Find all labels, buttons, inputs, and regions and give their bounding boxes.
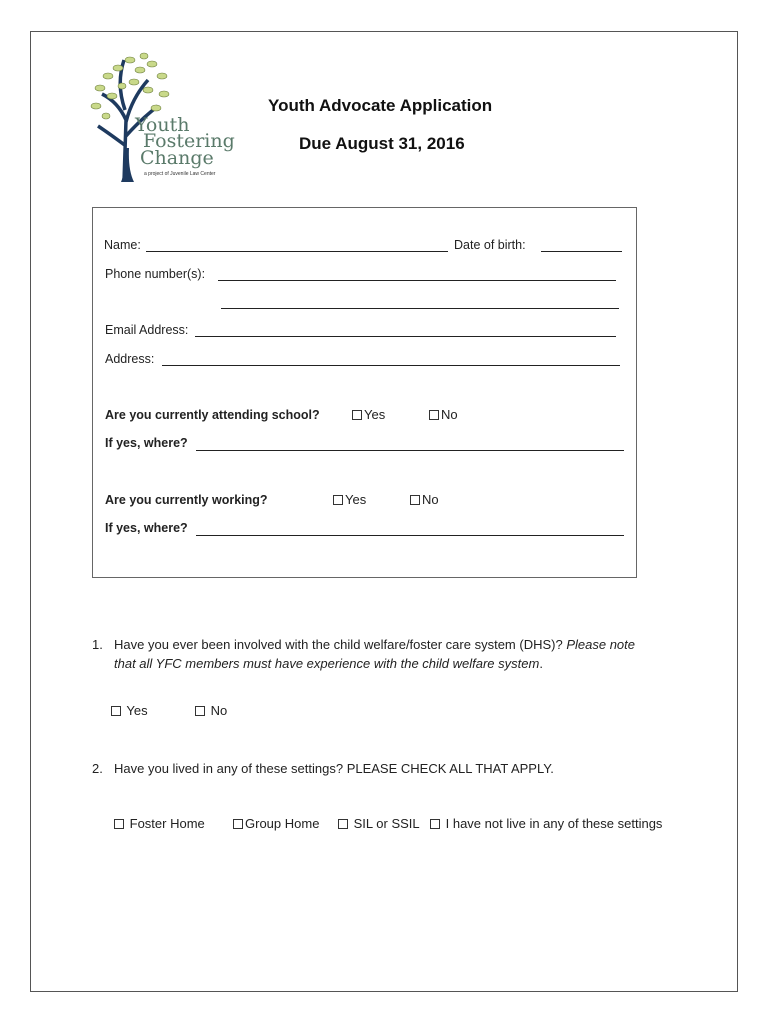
- work-where-field[interactable]: [196, 535, 624, 536]
- work-no-option[interactable]: [410, 492, 439, 507]
- name-label: Name:: [104, 238, 141, 252]
- q1-no-label: No: [210, 703, 228, 718]
- school-where-label: If yes, where?: [105, 436, 188, 450]
- question-1-text: [114, 635, 694, 673]
- phone-label: Phone number(s):: [105, 267, 206, 281]
- email-field[interactable]: [195, 336, 616, 337]
- phone-field-2[interactable]: [221, 308, 619, 309]
- school-question: Are you currently attending school?: [105, 408, 320, 422]
- group-home-checkbox[interactable]: [233, 819, 243, 829]
- work-yes-option[interactable]: [333, 492, 366, 507]
- address-field[interactable]: [162, 365, 620, 366]
- dob-label: Date of birth:: [454, 238, 526, 252]
- form-title: Youth Advocate Application: [268, 96, 493, 115]
- school-yes-checkbox[interactable]: [352, 410, 362, 420]
- q1-no-checkbox[interactable]: [195, 706, 205, 716]
- school-yes-label: Yes: [364, 407, 386, 422]
- q1-no-option[interactable]: [195, 703, 227, 718]
- none-label: I have not live in any of these settings: [445, 816, 663, 831]
- phone-field-1[interactable]: [218, 280, 616, 281]
- question-1-note-end: .: [539, 656, 543, 671]
- question-1-note-a: Please note: [566, 637, 635, 652]
- sil-checkbox[interactable]: [338, 819, 348, 829]
- email-label: Email Address:: [105, 323, 189, 337]
- logo-word-youth: Youth: [135, 114, 190, 136]
- work-question: Are you currently working?: [105, 493, 268, 507]
- work-where-label: If yes, where?: [105, 521, 188, 535]
- q1-yes-label: Yes: [126, 703, 148, 718]
- q1-yes-checkbox[interactable]: [111, 706, 121, 716]
- logo-word-change: Change: [140, 147, 214, 169]
- dob-field[interactable]: [541, 251, 622, 252]
- none-checkbox[interactable]: [430, 819, 440, 829]
- question-1-note-b: that all YFC members must have experience with the child welfare system: [114, 656, 540, 671]
- address-label: Address:: [105, 352, 155, 366]
- school-no-option[interactable]: [429, 407, 458, 422]
- question-2-text: Have you lived in any of these settings? PLEASE CHECK ALL THAT APPLY.: [114, 761, 554, 776]
- due-date: Due August 31, 2016: [299, 134, 465, 153]
- q1-yes-option[interactable]: [111, 703, 148, 718]
- school-where-field[interactable]: [196, 450, 624, 451]
- name-field[interactable]: [146, 251, 448, 252]
- work-yes-label: Yes: [345, 492, 367, 507]
- school-no-label: No: [441, 407, 458, 422]
- work-yes-checkbox[interactable]: [333, 495, 343, 505]
- logo-word-fostering: Fostering: [143, 130, 235, 152]
- work-no-checkbox[interactable]: [410, 495, 420, 505]
- work-no-label: No: [422, 492, 439, 507]
- q2-option-group-home[interactable]: [233, 816, 319, 831]
- school-no-checkbox[interactable]: [429, 410, 439, 420]
- school-yes-option[interactable]: [352, 407, 385, 422]
- question-2-number: 2.: [92, 761, 103, 776]
- q2-option-sil[interactable]: [338, 816, 420, 831]
- group-home-label: Group Home: [245, 816, 320, 831]
- question-1-main: Have you ever been involved with the child welfare/foster care system (DHS)?: [114, 637, 563, 652]
- sil-label: SIL or SSIL: [353, 816, 420, 831]
- youth-fostering-change-logo: [88, 50, 248, 186]
- foster-home-label: Foster Home: [129, 816, 205, 831]
- q2-option-none[interactable]: [430, 816, 662, 831]
- logo-tagline: a project of Juvenile Law Center: [144, 171, 216, 177]
- foster-home-checkbox[interactable]: [114, 819, 124, 829]
- q2-option-foster-home[interactable]: [114, 816, 205, 831]
- question-1-number: 1.: [92, 637, 103, 652]
